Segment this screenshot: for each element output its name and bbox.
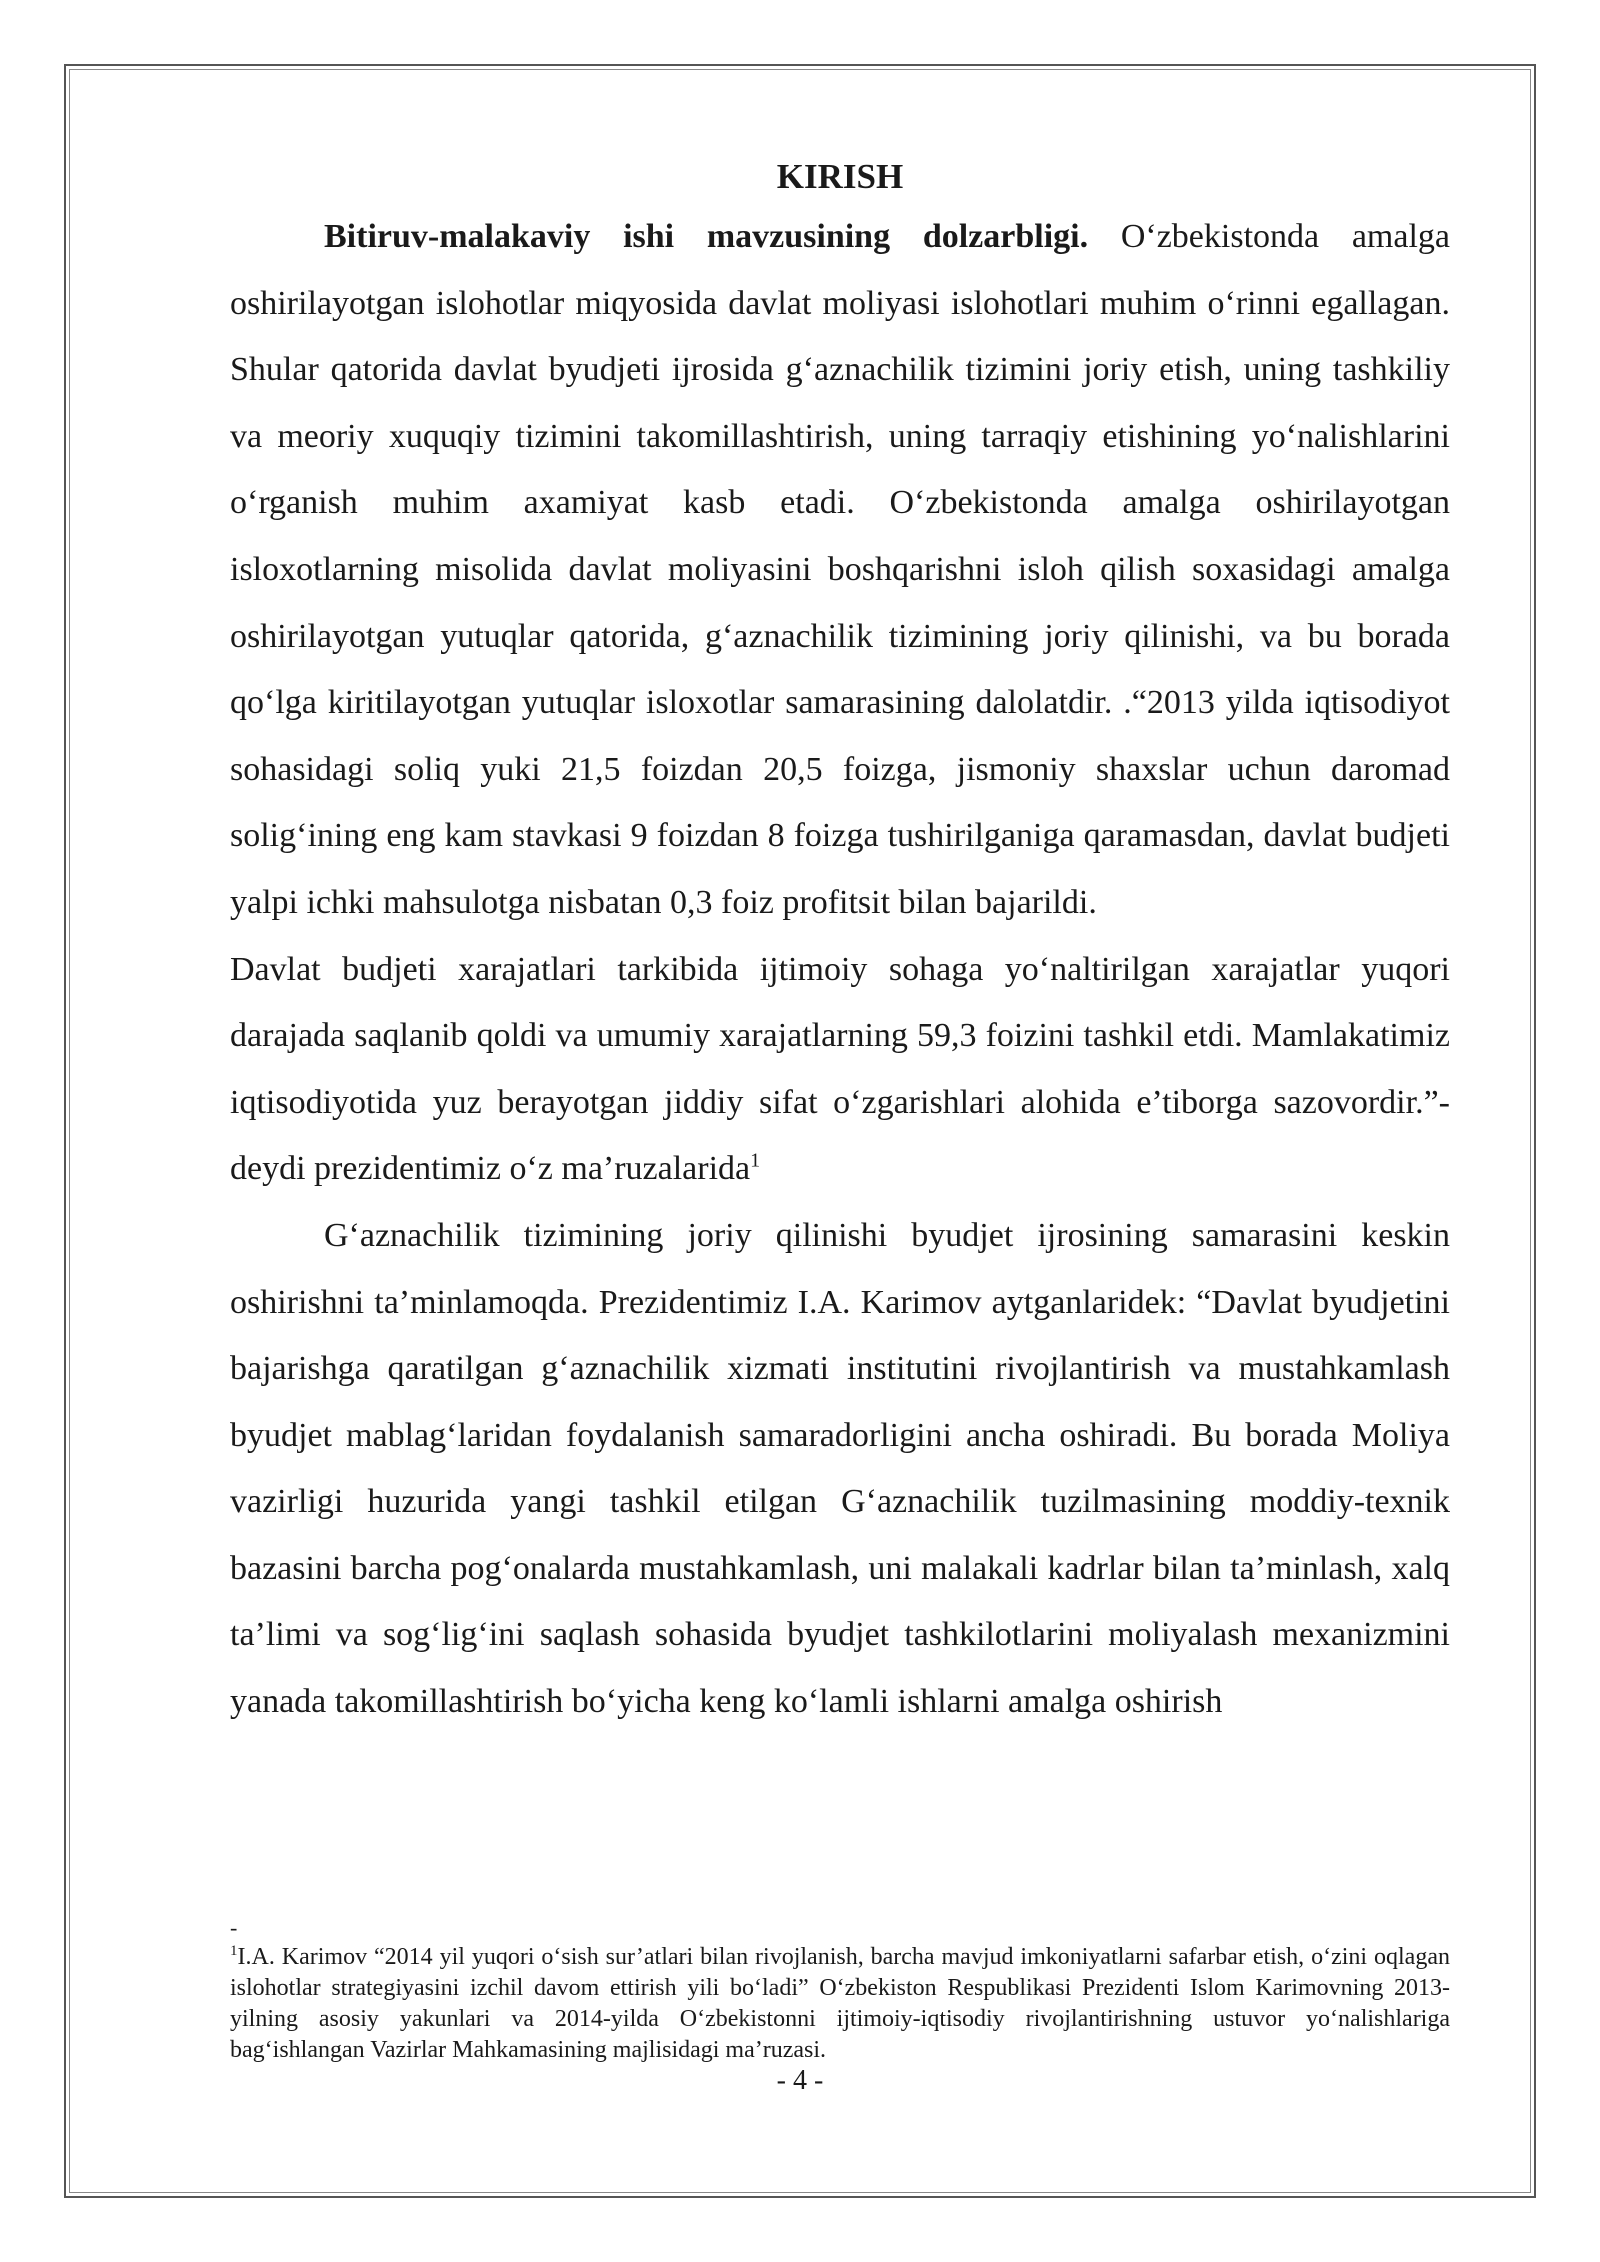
paragraph-text: O‘zbekistonda amalga oshirilayotgan islohotlar miqyosida davlat moliyasi islohotlari muhim o‘rinni egallagan. Shular qatorida davlat byudjeti ijrosida g‘aznachilik tizimini joriy etish, uning tashkiliy va meoriy xuquqiy tizimini takomillashtirish, uning tarraqiy etishining yo‘nalishlarini o‘rganish muhim axamiyat kasb etadi. O‘zbekistonda amalga oshirilayotgan isloxotlarning misolida davlat moliyasini boshqarishni isloh qilish soxasidagi amalga oshirilayotgan yutuqlar qatorida, g‘aznachilik tizimining joriy qilinishi, va bu borada qo‘lga kiritilayotgan yutuqlar isloxotlar samarasining dalolatdir. .“2013 yilda iqtisodiyot sohasidagi soliq yuki 21,5 foizdan 20,5 foizga, jismoniy shaxslar uchun daromad solig‘ining eng kam stavkasi 9 foizdan 8 foizga tushirilganiga qaramasdan, davlat budjeti yalpi ichki mahsulotga nisbatan 0,3 foiz profitsit bilan bajarildi. [230, 218, 1451, 921]
footnote-item [230, 1942, 1450, 2066]
page-body [230, 150, 1450, 1736]
paragraph-relevance [230, 204, 1450, 937]
paragraph-treasury-system [230, 1203, 1450, 1736]
paragraph-text: G‘aznachilik tizimining joriy qilinishi byudjet ijrosining samarasini keskin oshirishni ta’minlamoqda. Prezidentimiz I.A. Karimov aytganlaridek: “Davlat byudjetini bajarishga qaratilgan g‘aznachilik xizmati institutini rivojlantirish va mustahkamlash byudjet mablag‘laridan foydalanish samaradorligini ancha oshiradi. Bu borada Moliya vazirligi huzurida yangi tashkil etilgan G‘aznachilik tuzilmasining moddiy-texnik bazasini barcha pog‘onalarda mustahkamlash, uni malakali kadrlar bilan ta’minlash, xalq ta’limi va sog‘lig‘ini saqlash sohasida byudjet tashkilotlarini moliyalash mexanizmini yanada takomillashtirish bo‘yicha keng ko‘lamli ishlarni amalga oshirish [230, 1216, 1450, 1721]
paragraph-text: Davlat budjeti xarajatlari tarkibida ijtimoiy sohaga yo‘naltirilgan xarajatlar yuqori darajada saqlanib qoldi va umumiy xarajatlarning 59,3 foizini tashkil etdi. Mamlakatimiz iqtisodiyotida yuz berayotgan jiddiy sifat o‘zgarishlari alohida e’tiborga sazovordir.”-deydi prezidentimiz o‘z ma’ruzalarida [230, 950, 1450, 1188]
paragraph-lead-text: Bitiruv-malakaviy ishi mavzusining dolzarbligi. [324, 218, 1089, 255]
footnote-separator: - [230, 1915, 238, 1940]
page-number: - 4 - [776, 2065, 824, 2096]
footnotes-section [230, 1914, 1450, 2066]
footnote-reference[interactable]: 1 [750, 1149, 761, 1172]
paragraph-budget-expenses [230, 937, 1450, 1203]
footnote-text: I.A. Karimov “2014 yil yuqori o‘sish sur’atlari bilan rivojlanish, barcha mavjud imkoniyatlarni safarbar etish, o‘zini oqlagan islohotlar strategiyasini izchil davom ettirish yili bo‘ladi” O‘zbekiston Respublikasi Prezidenti Islom Karimovning 2013-yilning asosiy yakunlari va 2014-yilda O‘zbekistonni ijtimoiy-iqtisodiy rivojlantirishning ustuvor yo‘nalishlariga bag‘ishlangan Vazirlar Mahkamasining majlisidagi ma’ruzasi. [230, 1944, 1450, 2063]
footnote-mark: 1 [230, 1943, 238, 1959]
section-heading: KIRISH [776, 157, 904, 196]
